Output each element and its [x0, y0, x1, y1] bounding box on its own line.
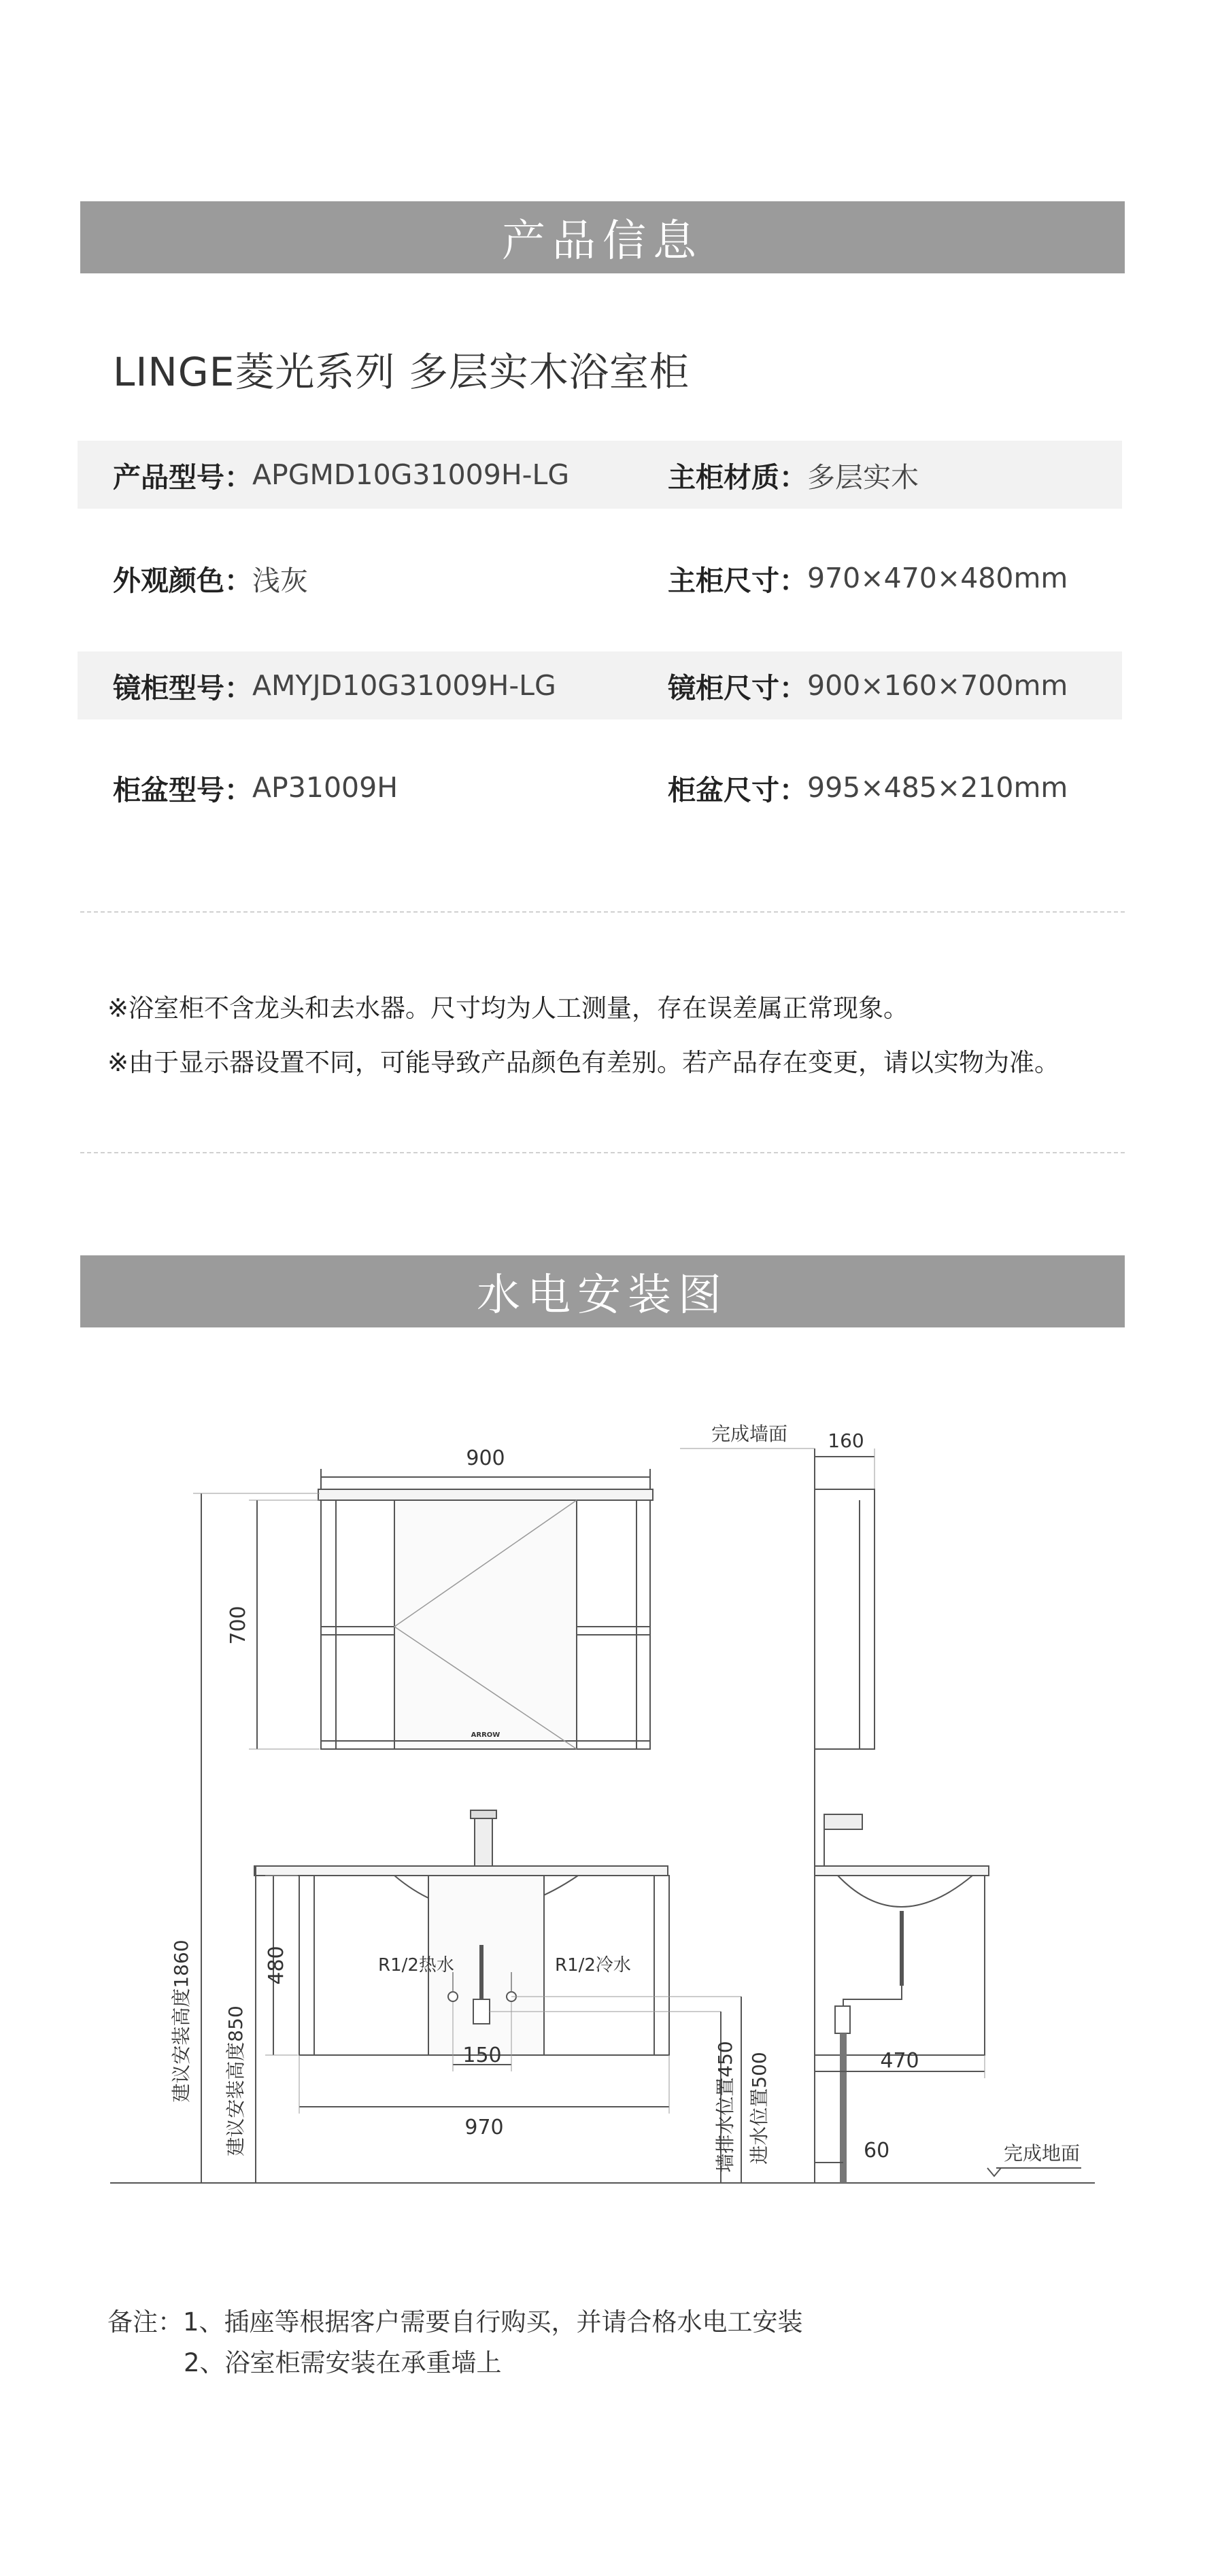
spec-label: 镜柜尺寸： — [668, 671, 807, 705]
label-finished-floor: 完成地面 — [1004, 2142, 1081, 2165]
side-faucet — [824, 1814, 862, 1829]
spec-label: 主柜尺寸： — [668, 564, 807, 597]
side-trap-fitting — [835, 2006, 850, 2033]
remarks-line-1 — [107, 2301, 803, 2338]
remarks-text: 1、插座等根据客户需要自行购买，并请合格水电工安装 — [183, 2307, 803, 2337]
mirror-top-panel — [318, 1489, 653, 1500]
label-install-height-850: 建议安装高度850 — [224, 2005, 247, 2156]
spec-value: 900×160×700mm — [807, 669, 1068, 702]
faucet — [475, 1816, 492, 1866]
label-drain-position: 墙排水位置450 — [714, 2041, 736, 2173]
spec-label: 主柜材质： — [668, 460, 807, 494]
drain-trap — [473, 1999, 490, 2024]
section-title: 水电安装图 — [477, 1270, 728, 1321]
spec-left — [113, 441, 569, 509]
spec-value: 多层实木 — [807, 460, 919, 494]
spec-label: 外观颜色： — [113, 564, 252, 597]
dim-label-drain-offset: 60 — [864, 2139, 890, 2163]
note-line: ※浴室柜不含龙头和去水器。尺寸均为人工测量，存在误差属正常现象。 — [107, 994, 909, 1023]
divider — [80, 1152, 1125, 1153]
spec-row — [78, 651, 1122, 719]
label-install-height-1860: 建议安装高度1860 — [170, 1939, 192, 2103]
side-basin-bowl — [838, 1876, 972, 1907]
spec-left — [113, 544, 308, 612]
dim-label-cabinet-height: 480 — [265, 1946, 288, 1985]
faucet-handle — [471, 1810, 496, 1818]
label-cold-water: R1/2冷水 — [555, 1955, 631, 1976]
floor-marker-triangle — [987, 2168, 1001, 2176]
basin-top — [254, 1866, 668, 1876]
spec-value: APGMD10G31009H-LG — [252, 458, 570, 491]
spec-left — [113, 651, 556, 719]
spec-label: 柜盆尺寸： — [668, 773, 807, 807]
section-title: 产品信息 — [502, 216, 703, 267]
mirror-door — [394, 1500, 577, 1749]
spec-right — [668, 544, 1068, 612]
dim-label-mirror-depth: 160 — [828, 1429, 864, 1452]
spec-value: 995×485×210mm — [807, 771, 1068, 804]
label-inlet-position: 进水位置500 — [748, 2052, 770, 2165]
spec-label: 镜柜型号： — [113, 671, 252, 705]
spec-value: AP31009H — [252, 771, 398, 804]
spec-row — [78, 753, 1122, 821]
spec-left — [113, 753, 398, 821]
remarks-line-2: 2、浴室柜需安装在承重墙上 — [184, 2348, 502, 2377]
spec-row — [78, 544, 1122, 612]
spec-right — [668, 651, 1068, 719]
spec-value: AMYJD10G31009H-LG — [252, 669, 556, 702]
side-basin-top — [815, 1866, 989, 1876]
spec-row — [78, 441, 1122, 509]
spec-right — [668, 753, 1068, 821]
brand-mark: ARROW — [471, 1731, 500, 1739]
remarks-prefix: 备注： — [107, 2307, 183, 2337]
spec-value: 970×470×480mm — [807, 562, 1068, 594]
divider — [80, 911, 1125, 913]
installation-drawing — [0, 1360, 1205, 2217]
spec-right — [668, 441, 919, 509]
label-hot-water: R1/2热水 — [378, 1955, 454, 1976]
section-header-installation — [80, 1255, 1125, 1327]
dim-label-mirror-height: 700 — [226, 1606, 250, 1645]
spec-value: 浅灰 — [252, 564, 308, 597]
hot-inlet — [448, 1992, 458, 2001]
spec-label: 产品型号： — [113, 460, 252, 494]
label-finished-wall: 完成墙面 — [711, 1423, 788, 1445]
dim-label-cabinet-width: 970 — [464, 2116, 504, 2139]
dim-label-cabinet-depth: 470 — [880, 2049, 919, 2073]
dim-label-mirror-width: 900 — [466, 1446, 505, 1470]
note-line: ※由于显示器设置不同，可能导致产品颜色有差别。若产品存在变更，请以实物为准。 — [107, 1048, 1059, 1077]
spec-label: 柜盆型号： — [113, 773, 252, 807]
section-header-product-info — [80, 201, 1125, 273]
product-title: LINGE菱光系列 多层实木浴室柜 — [113, 349, 690, 395]
side-trap — [843, 1986, 902, 2033]
dim-label-inlet-spacing: 150 — [462, 2044, 502, 2067]
side-mirror-cabinet — [815, 1489, 875, 1749]
